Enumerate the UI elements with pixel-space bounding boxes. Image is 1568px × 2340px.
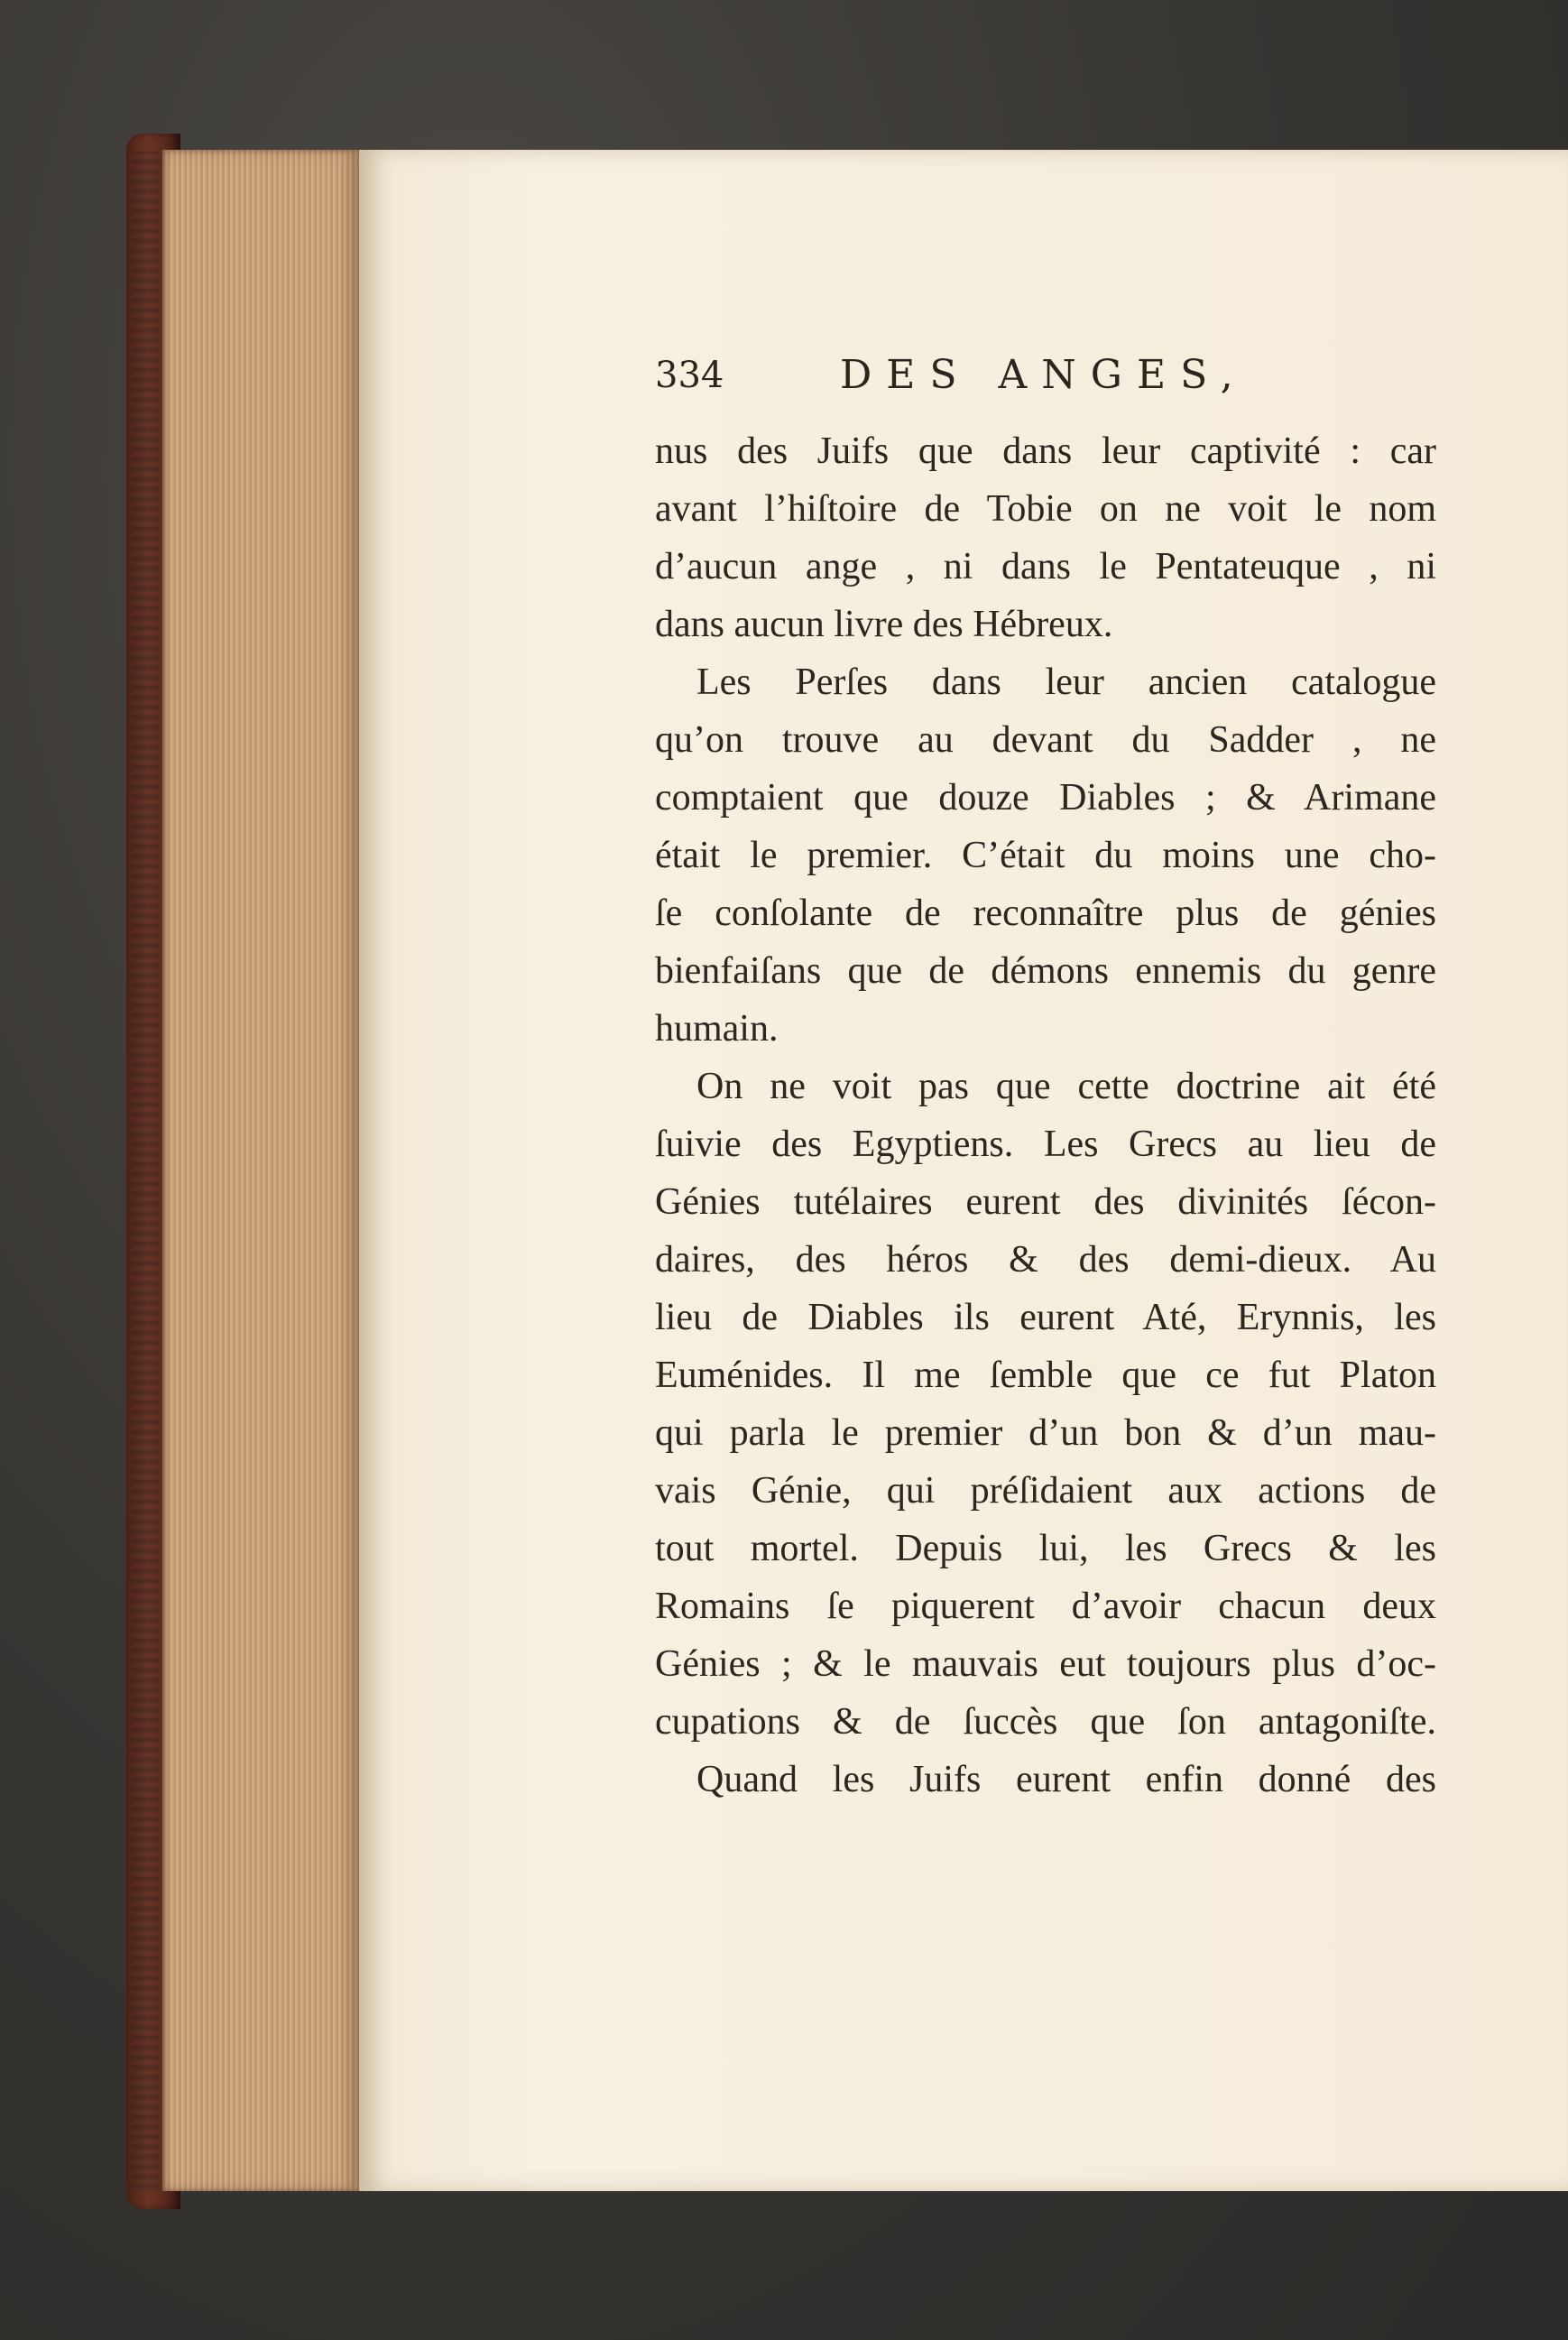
text-line: avant l’hiſtoire de Tobie on ne voit le nom [655,488,1436,530]
text-line: ſe conſolante de reconnaître plus de génies [655,893,1436,934]
page-header [655,348,1377,402]
text-line: daires, des héros & des demi-dieux. Au [655,1239,1436,1281]
cover-texture [132,152,159,2191]
text-line: tout mortel. Depuis lui, les Grecs & les [655,1528,1436,1569]
text-line: qui parla le premier d’un bon & d’un mau- [655,1412,1436,1454]
text-line: Génies ; & le mauvais eut toujours plus d’oc- [655,1643,1436,1685]
text-line: Romains ſe piquerent d’avoir chacun deux [655,1586,1436,1627]
text-line: Quand les Juifs eurent enfin donné des [696,1759,1436,1800]
text-line: Les Perſes dans leur ancien catalogue [696,661,1436,703]
text-line: vais Génie, qui préſidaient aux actions de [655,1470,1436,1512]
text-line: qu’on trouve au devant du Sadder , ne [655,719,1436,761]
text-line: d’aucun ange , ni dans le Pentateuque , ni [655,546,1436,587]
text-line: bienfaiſans que de démons ennemis du genre [655,950,1436,992]
text-line: cupations & de ſuccès que ſon antagoniſte. [655,1701,1436,1743]
text-line: comptaient que douze Diables ; & Arimane [655,777,1436,819]
text-line: On ne voit pas que cette doctrine ait été [696,1066,1436,1107]
text-line: dans aucun livre des Hébreux. [655,604,1113,645]
page-edges [162,150,359,2191]
text-line: Euménides. Il me ſemble que ce fut Platon [655,1355,1436,1396]
page-number: 334 [655,355,724,396]
text-line: ſuivie des Egyptiens. Les Grecs au lieu de [655,1124,1436,1165]
text-line: était le premier. C’était du moins une cho- [655,835,1436,876]
text-line: nus des Juifs que dans leur captivité : car [655,430,1436,472]
text-line: Génies tutélaires eurent des divinités ſécon- [655,1181,1436,1223]
body-text [655,422,1436,1808]
running-title: DES ANGES, [840,352,1248,398]
text-line: humain. [655,1008,779,1050]
text-line: lieu de Diables ils eurent Até, Erynnis, les [655,1297,1436,1338]
